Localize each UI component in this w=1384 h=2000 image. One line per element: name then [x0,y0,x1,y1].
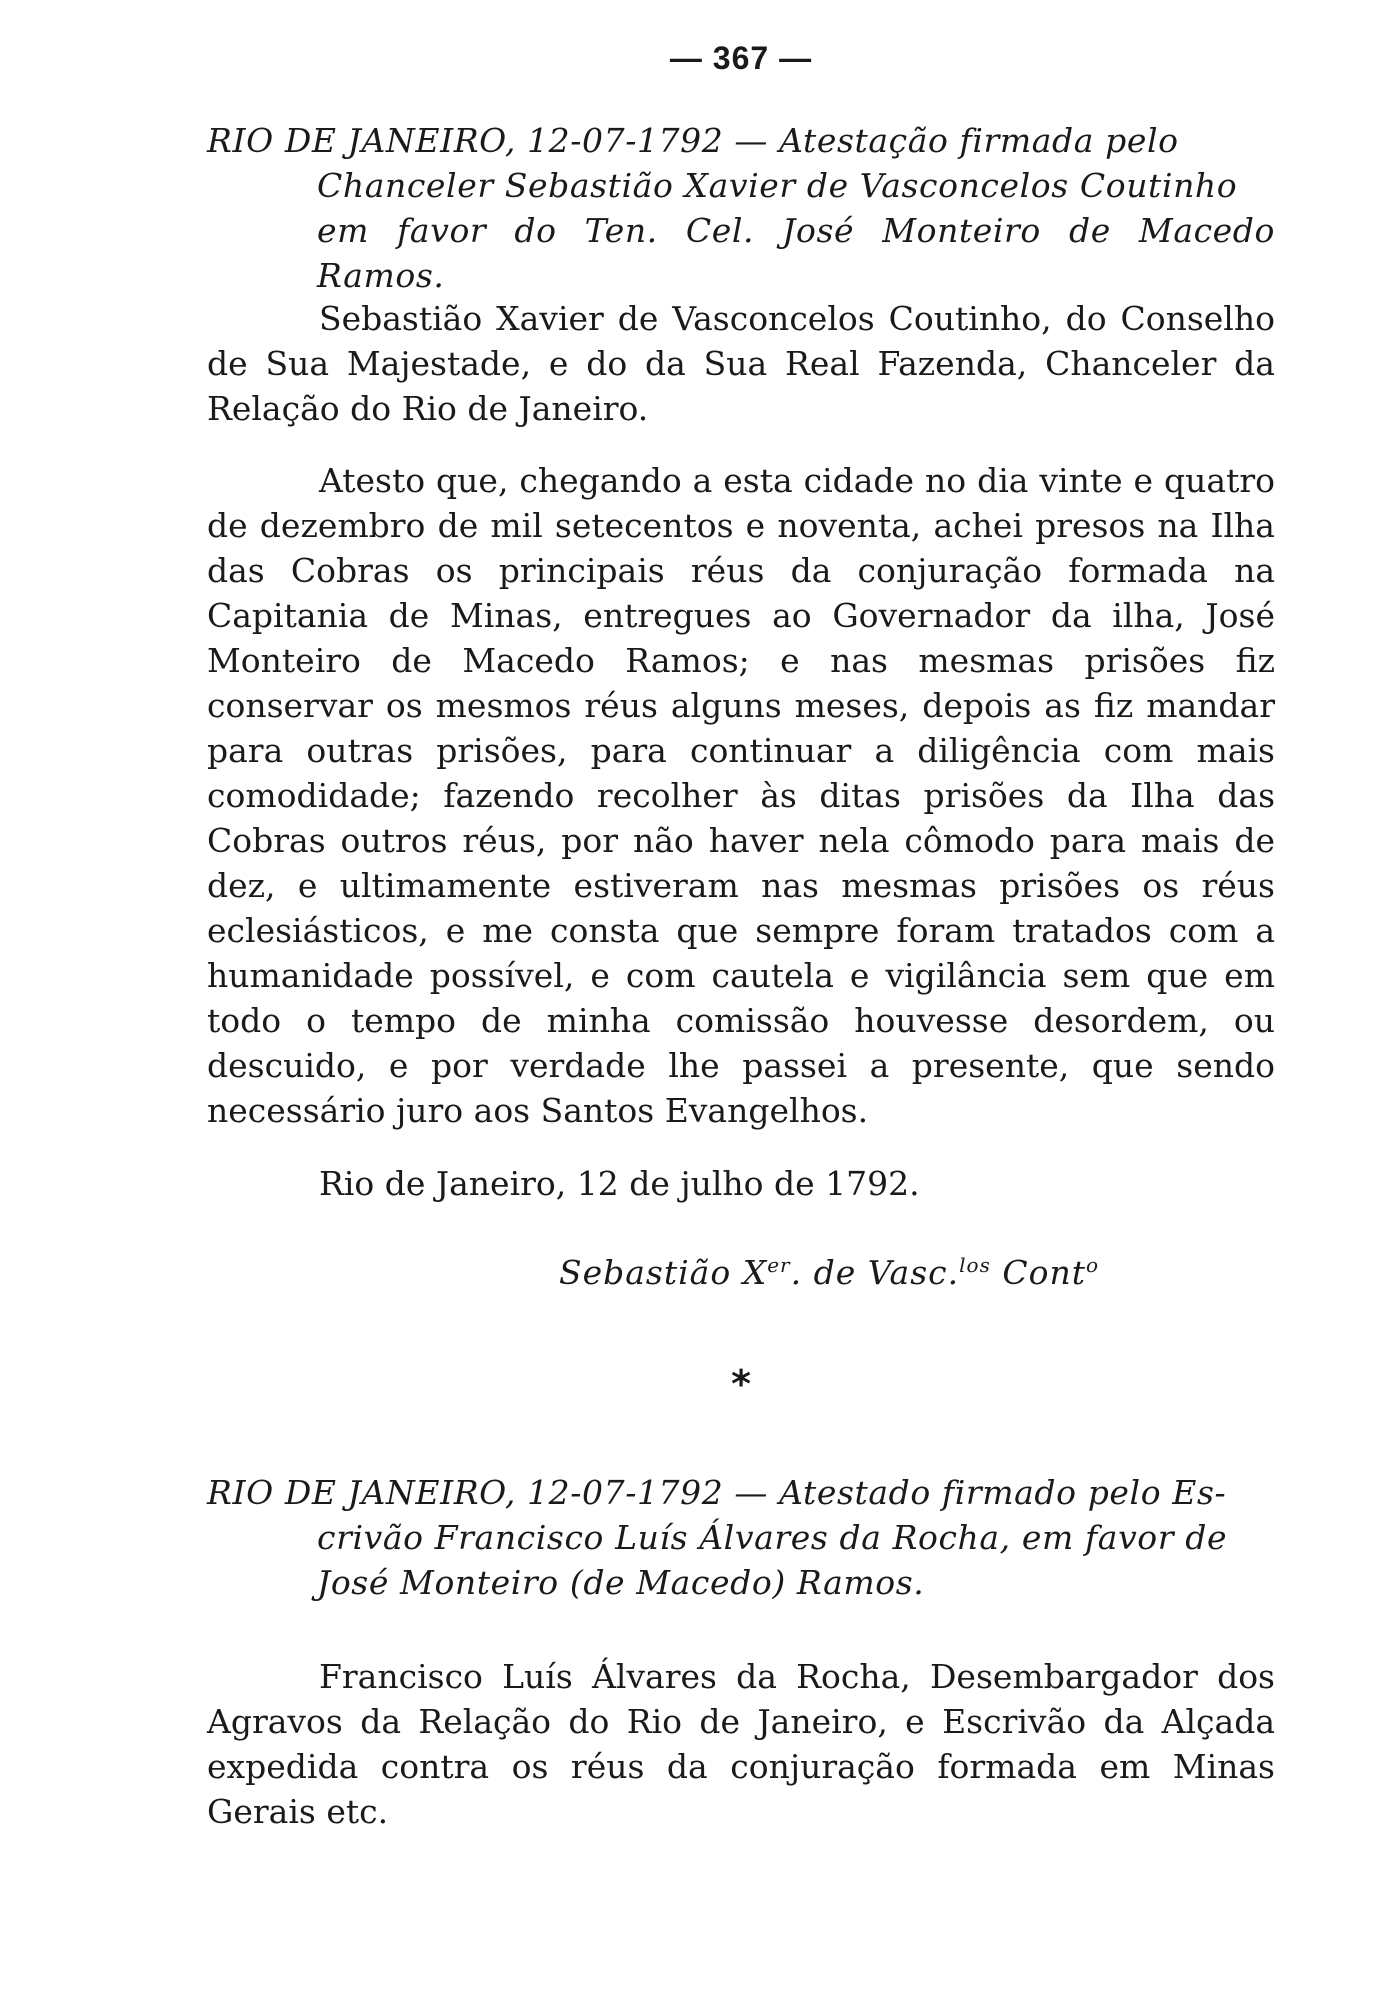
document-2-heading-line-1: RIO DE JANEIRO, 12-07-1792 — Atestado firmado pelo Es- [207,1473,1227,1512]
document-1-intro-paragraph: Sebastião Xavier de Vasconcelos Coutinho, do Conselho de Sua Majestade, e do da Sua Real Fazenda, Chanceler da Relação do Rio de Janeiro. [207,299,1275,428]
document-2-intro-paragraph: Francisco Luís Álvares da Rocha, Desembargador dos Agravos da Relação do Rio de Janeiro, e Escrivão da Alçada expedida contra os réus da conjuração formada em Minas Gerais etc. [207,1657,1275,1831]
signature-part-3: Cont [990,1253,1086,1292]
section-separator-asterisk: * [731,1362,751,1406]
signature-superscript-2: los [959,1253,991,1277]
signature-superscript-1: er [767,1253,791,1277]
document-2-heading-line-3: José Monteiro (de Macedo) Ramos. [317,1563,925,1602]
page-number: — 367 — [669,40,813,76]
document-1-heading-line-2: Chanceler Sebastião Xavier de Vasconcelos Coutinho [317,166,1238,205]
document-1-heading [207,118,1275,298]
document-1-heading-line-1: RIO DE JANEIRO, 12-07-1792 — Atestação firmada pelo [207,121,1179,160]
document-1-body-paragraph: Atesto que, chegando a esta cidade no dia vinte e quatro de dezembro de mil setecentos e noventa, achei presos na Ilha das Cobras os principais réus da conjuração formada na Capitania de Minas, entregues ao Governador da ilha, José Monteiro de Macedo Ramos; e nas mesmas prisões fiz conservar os mesmos réus alguns meses, depois as fiz mandar para outras prisões, para continuar a diligência com mais comodidade; fazendo recolher às ditas prisões da Ilha das Cobras outros réus, por não haver nela cômodo para mais de dez, e ultimamente estiveram nas mesmas prisões os réus eclesiásticos, e me consta que sempre foram tratados com a humanidade possível, e com cautela e vigilância sem que em todo o tempo de minha comissão houvesse desordem, ou descuido, e por verdade lhe passei a presente, que sendo necessário juro aos Santos Evangelhos. [207,461,1275,1130]
signature-part-2: . de Vasc. [790,1253,960,1292]
document-1-signature [559,1250,1099,1295]
document-1-heading-line-3: em favor do Ten. Cel. José Monteiro de Macedo Ramos. [317,211,1275,295]
document-2-heading-line-2: crivão Francisco Luís Álvares da Rocha, em favor de [317,1518,1228,1557]
signature-superscript-3: o [1085,1253,1100,1277]
document-2-heading [207,1470,1275,1605]
document-1-dateline: Rio de Janeiro, 12 de julho de 1792. [319,1164,920,1203]
signature-part-1: Sebastião X [559,1253,768,1292]
